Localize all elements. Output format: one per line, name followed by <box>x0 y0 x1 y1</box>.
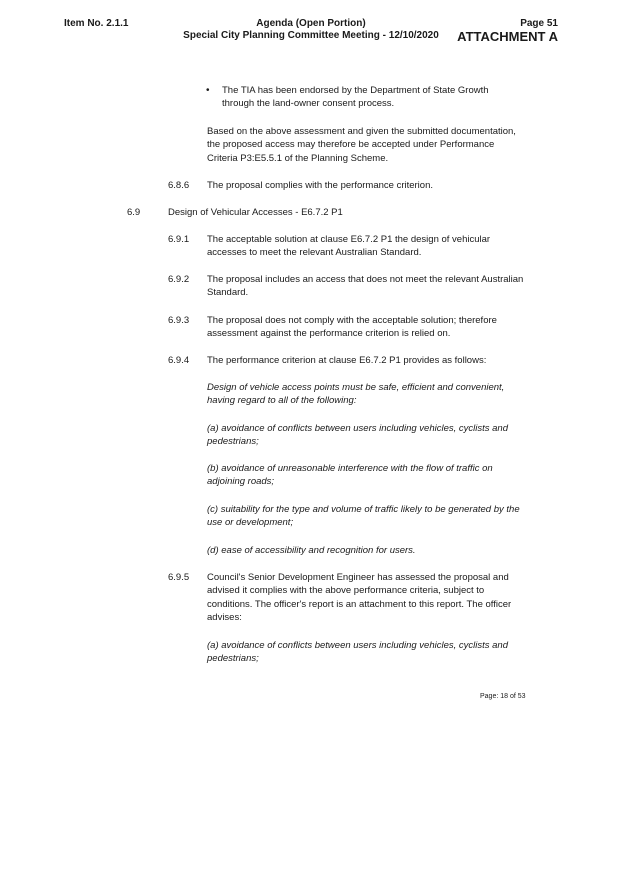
clause-text: The proposal does not comply with the acceptable solution; therefore assessment against the performance criterion is relied on. <box>207 315 497 340</box>
meeting-title: Special City Planning Committee Meeting - 12/10/2020 <box>183 30 439 41</box>
clause-text: The acceptable solution at clause E6.7.2 P1 the design of vehicular accesses to meet the relevant Australian Standard. <box>207 234 491 259</box>
clause-text: The proposal complies with the performance criterion. <box>207 180 433 191</box>
criterion-intro: Design of vehicle access points must be safe, efficient and convenient, having regard to all of the following: <box>207 382 505 407</box>
clause-number: 6.9.3 <box>168 315 190 326</box>
clause-text: Council's Senior Development Engineer has assessed the proposal and advised it complies with the above performance criteria, subject to conditions. The officer's report is an attachment to this report. The officer advises: <box>207 572 512 623</box>
clause-number: 6.9.5 <box>168 572 190 583</box>
assessment-paragraph: Based on the above assessment and given the submitted documentation, the proposed access may therefore be accepted under Performance Criteria P3:E5.5.1 of the Planning Scheme. <box>207 126 516 164</box>
page-header <box>457 18 558 44</box>
page-footer: Page: 18 of 53 <box>480 693 526 700</box>
section-title: Design of Vehicular Accesses - E6.7.2 P1 <box>168 207 343 218</box>
criterion-c: (c) suitability for the type and volume of traffic likely to be generated by the use or development; <box>207 504 520 529</box>
clause-number: 6.9.2 <box>168 274 190 285</box>
criterion-b: (b) avoidance of unreasonable interference with the flow of traffic on adjoining roads; <box>207 463 493 488</box>
item-number: Item No. 2.1.1 <box>64 18 129 29</box>
clause-text: The performance criterion at clause E6.7.2 P1 provides as follows: <box>207 355 487 366</box>
clause-number: 6.8.6 <box>168 180 190 191</box>
page-number: Page 51 <box>520 18 558 29</box>
clause-number: 6.9.1 <box>168 234 190 245</box>
officer-advice-a: (a) avoidance of conflicts between users including vehicles, cyclists and pedestrians; <box>207 640 508 665</box>
bullet-icon: • <box>206 85 210 96</box>
criterion-a: (a) avoidance of conflicts between users including vehicles, cyclists and pedestrians; <box>207 423 508 448</box>
section-number: 6.9 <box>127 207 141 218</box>
clause-number: 6.9.4 <box>168 355 190 366</box>
attachment-label: ATTACHMENT A <box>457 29 558 44</box>
bullet-text: The TIA has been endorsed by the Department of State Growth through the land-owner consent process. <box>222 85 489 110</box>
criterion-d: (d) ease of accessibility and recognition for users. <box>207 545 416 556</box>
clause-text: The proposal includes an access that does not meet the relevant Australian Standard. <box>207 274 524 299</box>
agenda-title: Agenda (Open Portion) <box>256 18 366 29</box>
